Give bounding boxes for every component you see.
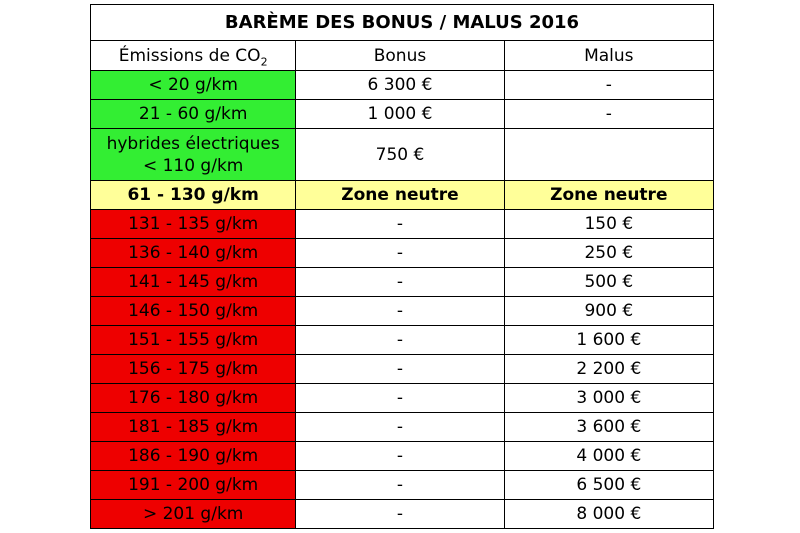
emission-cell: 156 - 175 g/km [91, 355, 296, 384]
emission-cell: 151 - 155 g/km [91, 326, 296, 355]
table-row [91, 268, 714, 297]
bonus-cell: - [296, 442, 504, 471]
table-row [91, 500, 714, 529]
bonus-cell: - [296, 210, 504, 239]
header-bonus: Bonus [296, 41, 504, 71]
bonus-cell: Zone neutre [296, 181, 504, 210]
bonus-cell: - [296, 326, 504, 355]
bonus-cell: 1 000 € [296, 100, 504, 129]
emission-cell: 176 - 180 g/km [91, 384, 296, 413]
malus-cell: 3 000 € [504, 384, 713, 413]
malus-cell: 3 600 € [504, 413, 713, 442]
table-row [91, 210, 714, 239]
malus-cell: 500 € [504, 268, 713, 297]
table-row [91, 129, 714, 181]
malus-cell: Zone neutre [504, 181, 713, 210]
table-row [91, 326, 714, 355]
bareme-table [90, 4, 714, 529]
header-malus: Malus [504, 41, 713, 71]
table-row [91, 355, 714, 384]
emission-cell: < 20 g/km [91, 71, 296, 100]
header-emissions-label: Émissions de CO [118, 45, 261, 66]
bonus-cell: 750 € [296, 129, 504, 181]
emission-cell: 131 - 135 g/km [91, 210, 296, 239]
title-row [91, 5, 714, 41]
malus-cell: 8 000 € [504, 500, 713, 529]
table-row [91, 71, 714, 100]
table-title: BARÈME DES BONUS / MALUS 2016 [91, 5, 714, 41]
malus-cell: - [504, 71, 713, 100]
malus-cell: 6 500 € [504, 471, 713, 500]
malus-cell: 900 € [504, 297, 713, 326]
bonus-cell: 6 300 € [296, 71, 504, 100]
malus-cell: - [504, 100, 713, 129]
bonus-cell: - [296, 268, 504, 297]
header-emissions-subscript: 2 [260, 54, 268, 68]
malus-cell: 4 000 € [504, 442, 713, 471]
emission-cell: 181 - 185 g/km [91, 413, 296, 442]
table-row [91, 297, 714, 326]
emission-cell: 141 - 145 g/km [91, 268, 296, 297]
table-row [91, 413, 714, 442]
malus-cell: 2 200 € [504, 355, 713, 384]
emission-cell: 61 - 130 g/km [91, 181, 296, 210]
emission-line-2: < 110 g/km [142, 155, 244, 176]
table-row [91, 100, 714, 129]
malus-cell: 1 600 € [504, 326, 713, 355]
header-row [91, 41, 714, 71]
table-row [91, 384, 714, 413]
bonus-cell: - [296, 471, 504, 500]
malus-cell [504, 129, 713, 181]
bonus-cell: - [296, 500, 504, 529]
bonus-cell: - [296, 355, 504, 384]
emission-cell: 136 - 140 g/km [91, 239, 296, 268]
emission-cell: 146 - 150 g/km [91, 297, 296, 326]
table-row [91, 239, 714, 268]
emission-cell: 186 - 190 g/km [91, 442, 296, 471]
malus-cell: 150 € [504, 210, 713, 239]
table-row [91, 442, 714, 471]
bonus-cell: - [296, 384, 504, 413]
bonus-cell: - [296, 297, 504, 326]
bonus-cell: - [296, 239, 504, 268]
emission-line-1: hybrides électriques [106, 133, 280, 154]
bareme-table-container [90, 4, 714, 529]
header-emissions [91, 41, 296, 71]
emission-cell: 21 - 60 g/km [91, 100, 296, 129]
malus-cell: 250 € [504, 239, 713, 268]
table-row [91, 471, 714, 500]
bonus-cell: - [296, 413, 504, 442]
emission-cell: 191 - 200 g/km [91, 471, 296, 500]
table-row [91, 181, 714, 210]
emission-cell [91, 129, 296, 181]
emission-cell: > 201 g/km [91, 500, 296, 529]
